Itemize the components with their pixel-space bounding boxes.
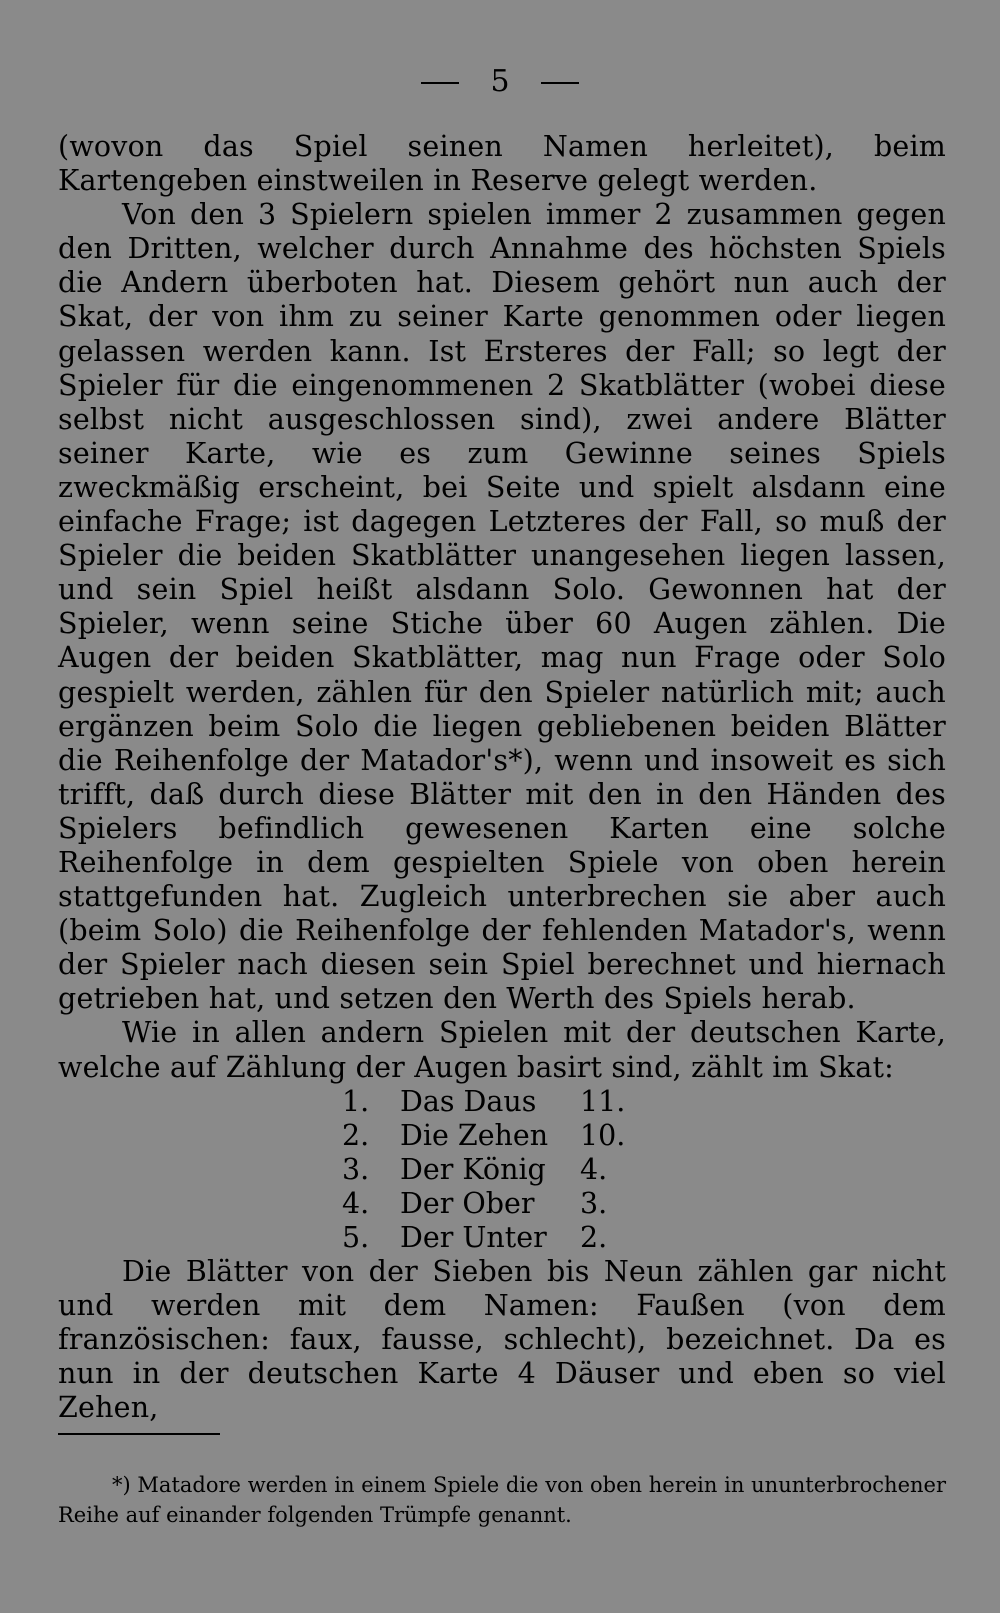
left-dash (421, 82, 459, 84)
card-value-row (342, 1221, 946, 1255)
paragraph-1: (wovon das Spiel seinen Namen herleitet), beim Kartengeben einstweilen in Reserve gelegt werden. (58, 130, 946, 198)
card-name: Das Daus (400, 1084, 537, 1118)
card-value-row (342, 1119, 946, 1153)
paragraph-4: Die Blätter von der Sieben bis Neun zählen gar nicht und werden mit dem Namen: Faußen (von dem französischen: faux, fausse, schlecht), bezeichnet. Da es nun in der deutschen Karte 4 Däuser und eben so viel Zehen, (58, 1255, 946, 1425)
card-name: Die Zehen (400, 1118, 549, 1152)
paragraph-2: Von den 3 Spielern spielen immer 2 zusammen gegen den Dritten, welcher durch Annahme des höchsten Spiels die Andern überboten hat. Diesem gehört nun auch der Skat, der von ihm zu seiner Karte genommen oder liegen gelassen werden kann. Ist Ersteres der Fall; so legt der Spieler für die eingenommenen 2 Skatblätter (wobei diese selbst nicht ausgeschlossen sind), zwei andere Blätter seiner Karte, wie es zum Gewinne seines Spiels zweckmäßig erscheint, bei Seite und spielt alsdann eine einfache Frage; ist dagegen Letzteres der Fall, so muß der Spieler die beiden Skatblätter unangesehen liegen lassen, und sein Spiel heißt alsdann Solo. Gewonnen hat der Spieler, wenn seine Stiche über 60 Augen zählen. Die Augen der beiden Skatblätter, mag nun Frage oder Solo gespielt werden, zählen für den Spieler natürlich mit; auch ergänzen beim Solo die liegen gebliebenen beiden Blätter die Reihenfolge der Matador's*), wenn und insoweit es sich trifft, daß durch diese Blätter mit den in den Händen des Spielers befindlich gewesenen Karten eine solche Reihenfolge in dem gespielten Spiele von oben herein stattgefunden hat. Zugleich unterbrechen sie aber auch (beim Solo) die Reihenfolge der fehlenden Matador's, wenn der Spieler nach diesen sein Spiel berechnet und hiernach getrieben hat, und setzen den Werth des Spiels herab. (58, 198, 946, 1016)
card-points: 2. (580, 1221, 608, 1254)
page-header (0, 62, 1000, 102)
card-name: Der Unter (400, 1221, 547, 1254)
card-points: 4. (580, 1152, 608, 1186)
row-number: 3. (342, 1152, 370, 1186)
card-value-row (342, 1085, 946, 1119)
card-points: 11. (580, 1084, 626, 1118)
main-text (58, 130, 946, 1426)
card-value-list (342, 1085, 946, 1255)
card-value-row (342, 1187, 946, 1221)
row-number: 2. (342, 1118, 370, 1152)
page-number: 5 (490, 64, 510, 99)
card-name: Der König (400, 1152, 546, 1186)
footnote: *) Matadore werden in einem Spiele die von oben herein in ununterbrochener Reihe auf einander folgenden Trümpfe genannt. (58, 1473, 946, 1527)
card-name: Der Ober (400, 1186, 535, 1220)
card-points: 3. (580, 1186, 608, 1220)
card-value-row (342, 1153, 946, 1187)
footnote-rule (58, 1433, 220, 1435)
row-number: 4. (342, 1186, 370, 1220)
paragraph-3: Wie in allen andern Spielen mit der deutschen Karte, welche auf Zählung der Augen basirt sind, zählt im Skat: (58, 1016, 946, 1084)
row-number: 1. (342, 1084, 370, 1118)
card-points: 10. (580, 1118, 626, 1152)
row-number: 5. (342, 1221, 370, 1254)
right-dash (541, 82, 579, 84)
